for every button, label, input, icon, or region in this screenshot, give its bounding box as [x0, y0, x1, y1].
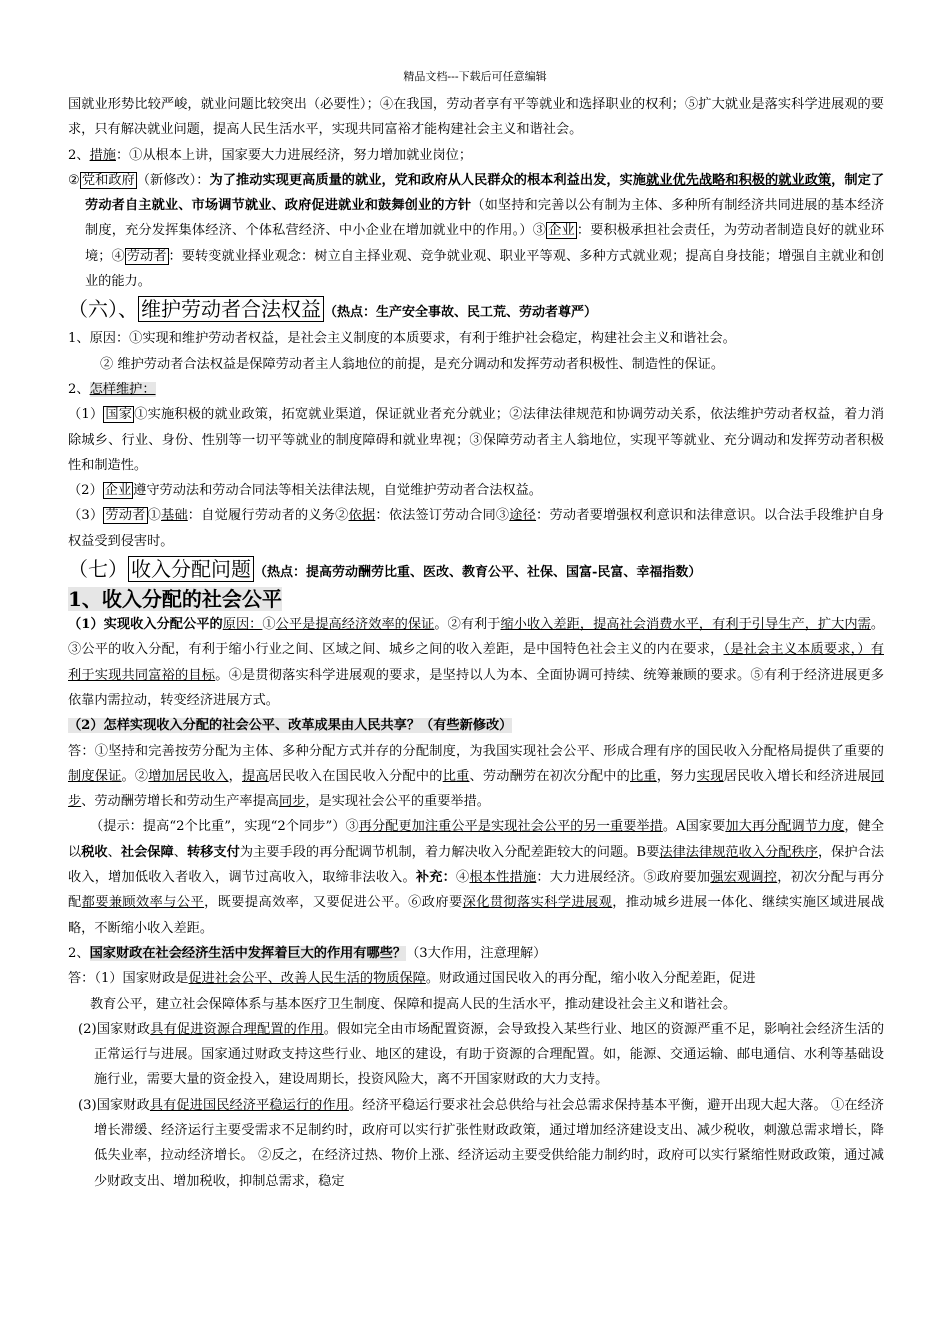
- bold-text: 税收: [81, 844, 108, 860]
- item-number: （3）: [68, 508, 104, 524]
- body-text: ，是实现社会公平的重要举措。: [305, 794, 490, 810]
- subsection-heading: [68, 586, 884, 612]
- underlined-text: 同步: [68, 768, 885, 810]
- section-7-heading: [68, 556, 884, 586]
- bold-text: 为了推动实现更高质量的就业，党和政府从人民群众的根本利益出发，实施: [209, 172, 646, 188]
- body-text: ：要转变就业择业观念：树立自主择业观、竞争就业观、职业平等观、多种方式就业观；提高自身技能；增强自主就业和创业的能力。: [85, 248, 885, 290]
- item-number: ②: [68, 172, 80, 188]
- body-text: ，推动城乡进展一体化、继续实施区域进展战略，不断缩小收入差距。: [68, 895, 885, 936]
- body-text: ，初次分配与再分配: [68, 870, 885, 911]
- underlined-text: 依据: [348, 508, 376, 524]
- section-number: （七）: [68, 557, 128, 582]
- body-text: ①: [147, 508, 161, 524]
- bold-text: 补充：: [415, 870, 457, 886]
- body-text: ④: [456, 870, 470, 886]
- underlined-text: 根本性措施: [469, 870, 537, 886]
- bold-text: ，制定了劳动者自主就业、市场调节就业、政府促进就业和鼓舞创业的方针: [85, 172, 885, 214]
- boxed-term: 党和政府: [81, 172, 135, 188]
- measures-text: ：①从根本上讲，国家要大力进展经济，努力增加就业岗位；: [115, 147, 473, 163]
- body-text: ：自觉履行劳动者的义务②: [187, 508, 349, 524]
- underlined-text: 法律法律规范收入分配秩序: [659, 844, 818, 860]
- underlined-text: 促进社会公平、改善人民生活的物质保障: [188, 971, 426, 987]
- body-text: ①实施积极的就业政策，拓宽就业渠道，保证就业者充分就业；②法律法律规范和协调劳动关系，依法维护劳动者权益，着力消除城乡、行业、身份、性别等一切平等就业的制度障碍和就业卑视；③保障劳动者主人翁地位，实现平等就业、充分调动和发挥劳动者积极性和制造性。: [68, 407, 885, 473]
- subsection-title: 1、收入分配的社会公平: [68, 587, 282, 612]
- body-text: ：依法签订劳动合同③: [375, 508, 510, 524]
- item-number: (2)国家财政: [78, 1021, 151, 1037]
- underlined-text: 具有促进国民经济平稳运行的作用: [149, 1097, 349, 1113]
- bold-text: 转移支付: [186, 844, 240, 860]
- question-text: （2）怎样实现收入分配的社会公平、改革成果由人民共享？（有些新修改）: [68, 718, 513, 734]
- bold-underlined-text: 就业优先战略和积极的就业政策: [646, 172, 832, 188]
- underlined-text: 深化贯彻落实科学进展观: [462, 895, 613, 911]
- body-text: 。④是贯彻落实科学进展观的要求，是坚持以人为本、全面协调可持续、统筹兼顾的要求。⑤有利于经济进展更多依靠内需拉动，转变经济进展方式。: [68, 667, 885, 708]
- body-text: ，健全以: [68, 819, 885, 860]
- redistribution-paragraph: [68, 814, 884, 940]
- employment-paragraph-1: 国就业形势比较严峻，就业问题比较突出（必要性）；④在我国，劳动者享有平等就业和选择职业的权利；⑤扩大就业是落实科学进展观的要求，只有解决就业问题，提高人民生活水平，实现共同富裕才能构建社会主义和谐社会。: [68, 97, 884, 138]
- body-text: 、劳动酬劳增长和劳动生产率提高: [81, 794, 279, 810]
- body-text: 。②: [121, 768, 149, 784]
- body-text: 为主要手段的再分配调节机制，着力解决收入分配差距较大的问题。B要: [239, 844, 660, 860]
- employment-measures: [68, 143, 884, 168]
- finance-role-2: [68, 1017, 884, 1093]
- underlined-text: 实现: [696, 768, 724, 784]
- item-number: （1）: [68, 407, 104, 423]
- underlined-text: 强宏观调控: [710, 870, 778, 886]
- state-paragraph: [68, 402, 884, 478]
- body-text: 、: [173, 844, 187, 860]
- item-number: 2、: [68, 381, 90, 397]
- underlined-text: 同步: [279, 794, 306, 810]
- underlined-text: 比重: [442, 768, 470, 784]
- body-text: 。A国家要: [662, 819, 726, 835]
- reason-paragraph: 1、原因：①实现和维护劳动者权益，是社会主义制度的本质要求，有利于维护社会稳定，构建社会主义和谐社会。: [68, 331, 736, 347]
- section-title: 收入分配问题: [128, 556, 254, 582]
- body-text: ，既要提高效率，又要促进公平。⑥政府要: [204, 895, 463, 911]
- underlined-text: 都要兼顾效率与公平: [81, 895, 205, 911]
- finance-role-1: [68, 966, 884, 991]
- finance-question: [68, 941, 884, 966]
- body-text: （提示：提高“2个比重”，实现“2个同步”）③: [90, 819, 359, 835]
- body-text: 。经济平稳运行要求社会总供给与社会总需求保持基本平衡，避开出现大起大落。 ①在经济增长滞缓、经济运行主要受需求不足制约时，政府可以实行扩张性财政政策，通过增加经济建设支出、减少税收，刺激总需求增长，降低失业率，拉动经济增长。 ②反之，在经济过热、物价上涨、经济运动主要受供给能力制约时，政府可以实行紧缩性财政政策，通过减少财政支出、增加税收，抑制总需求，稳定: [94, 1097, 884, 1189]
- underlined-text: 具有促进资源合理配置的作用: [150, 1021, 324, 1037]
- underlined-text: 提高: [241, 768, 269, 784]
- body-text: ：劳动者要增强权利意识和法律意识。以合法手段维护自身权益受到侵害时。: [68, 508, 885, 549]
- body-text: ，保护合法收入，增加低收入者收入，调节过高收入，取缔非法收入。: [68, 844, 885, 886]
- body-text: 、劳动酬劳在初次分配中的: [469, 768, 631, 784]
- hot-topics: （热点：提高劳动酬劳比重、医改、教育公平、社保、国富-民富、幸福指数）: [254, 565, 702, 581]
- underlined-text: 增加居民收入: [148, 768, 229, 784]
- underlined-text: 再分配更加注重公平是实现社会公平的另一重要举措: [358, 819, 663, 835]
- section-title: 维护劳动者合法权益: [138, 296, 324, 322]
- underlined-text: 公平是提高经济效率的保证: [275, 617, 435, 633]
- note-text: （3大作用，注意理解）: [406, 945, 547, 961]
- underlined-text: 途径: [509, 508, 537, 524]
- body-text: 。财政通过国民收入的再分配，缩小收入分配差距，促进: [425, 971, 756, 987]
- boxed-term: 劳动者: [105, 508, 146, 524]
- measures-label: 措施: [89, 147, 116, 163]
- enterprise-paragraph: [68, 478, 884, 503]
- body-text: ：要积极承担社会责任，为劳动者制造良好的就业环境；④: [85, 223, 885, 264]
- section-number: （六）、: [68, 297, 138, 322]
- fairness-question: [68, 713, 884, 738]
- note-text: （新修改）：: [136, 172, 210, 188]
- boxed-term: 劳动者: [126, 248, 167, 264]
- underlined-text: 加大再分配调节力度: [725, 819, 845, 835]
- bold-text: 国家财政在社会经济生活中发挥着巨大的作用有哪些？: [89, 945, 407, 961]
- boxed-term: 企业: [104, 483, 132, 499]
- hot-topics: （热点：生产安全事故、民工荒、劳动者尊严）: [324, 305, 598, 321]
- item-number: (3)国家财政: [78, 1097, 150, 1113]
- party-government-paragraph: [68, 168, 884, 294]
- body-text: 。假如完全由市场配置资源，会导致投入某些行业、地区的资源严重不足，影响社会经济生活的正常运行与进展。国家通过财政支持这些行业、地区的建设，有助于资源的合理配置。如，能源、交通运输、邮电通信、水利等基础设施行业，需要大量的资金投入，建设周期长，投资风险大，离不开国家财政的大力支持。: [94, 1021, 885, 1088]
- body-text: 居民收入增长和经济进展: [723, 768, 871, 784]
- document-body: [68, 92, 884, 1194]
- body-text: ：大力进展经济。⑤政府要加: [536, 870, 711, 886]
- item-number: （2）: [68, 483, 103, 499]
- body-text: （如坚持和完善以公有制为主体、多种所有制经济共同进展的基本经济制度，充分发挥集体经济、个体私营经济、中小企业在增加就业中的作用。）③: [85, 198, 885, 239]
- fairness-answer: [68, 739, 884, 815]
- boxed-term: 企业: [548, 223, 575, 239]
- bold-text: （1）实现收入分配公平的: [68, 617, 223, 633]
- body-text: 。②有利于: [434, 617, 501, 633]
- finance-role-1-continued: 教育公平，建立社会保障体系与基本医疗卫生制度、保障和提高人民的生活水平，推动建设社会主义和谐社会。: [90, 996, 737, 1012]
- reason-paragraph-2: ② 维护劳动者合法权益是保障劳动者主人翁地位的前提，是充分调动和发挥劳动者积极性、制造性的保证。: [100, 356, 725, 372]
- fairness-reasons: [68, 612, 884, 713]
- item-number: 2、: [68, 147, 90, 163]
- body-text: ，: [228, 768, 242, 784]
- how-to-protect: [68, 377, 884, 402]
- body-text: 遵守劳动法和劳动合同法等相关法律法规，自觉维护劳动者合法权益。: [133, 483, 542, 499]
- body-text: ，努力: [656, 768, 697, 784]
- boxed-term: 国家: [105, 407, 133, 423]
- underlined-text: 缩小收入差距，提高社会消费水平，有利于引导生产，扩大内需: [500, 617, 871, 633]
- underlined-text: 比重: [630, 768, 657, 784]
- finance-role-3: [68, 1093, 884, 1194]
- underlined-text: 基础: [160, 508, 188, 524]
- body-text: 。③公平的收入分配，有利于缩小行业之间、区域之间、城乡之间的收入差距，是中国特色社会主义的内在要求，: [68, 617, 885, 658]
- body-text: 居民收入在国民收入分配中的: [268, 768, 443, 784]
- page-header: 精品文档---下载后可任意编辑: [403, 70, 547, 83]
- body-text: 、: [107, 844, 121, 860]
- how-label: 怎样维护：: [89, 381, 156, 397]
- item-number: 答：（1）国家财政是: [68, 971, 189, 987]
- bold-text: 社会保障: [120, 844, 174, 860]
- worker-paragraph: [68, 503, 884, 554]
- body-text: 答：①坚持和完善按劳分配为主体、多种分配方式并存的分配制度，为我国实现社会公平、形成合理有序的国民收入分配格局提供了重要的: [68, 743, 884, 759]
- underlined-text: 制度保证: [68, 768, 122, 784]
- body-text: ①: [262, 617, 276, 633]
- underlined-text: （是社会主义本质要求，）有利于实现共同富裕的目标: [68, 642, 884, 683]
- section-6-heading: [68, 296, 884, 326]
- underlined-text: 原因：: [222, 617, 263, 633]
- item-number: 2、: [68, 945, 90, 961]
